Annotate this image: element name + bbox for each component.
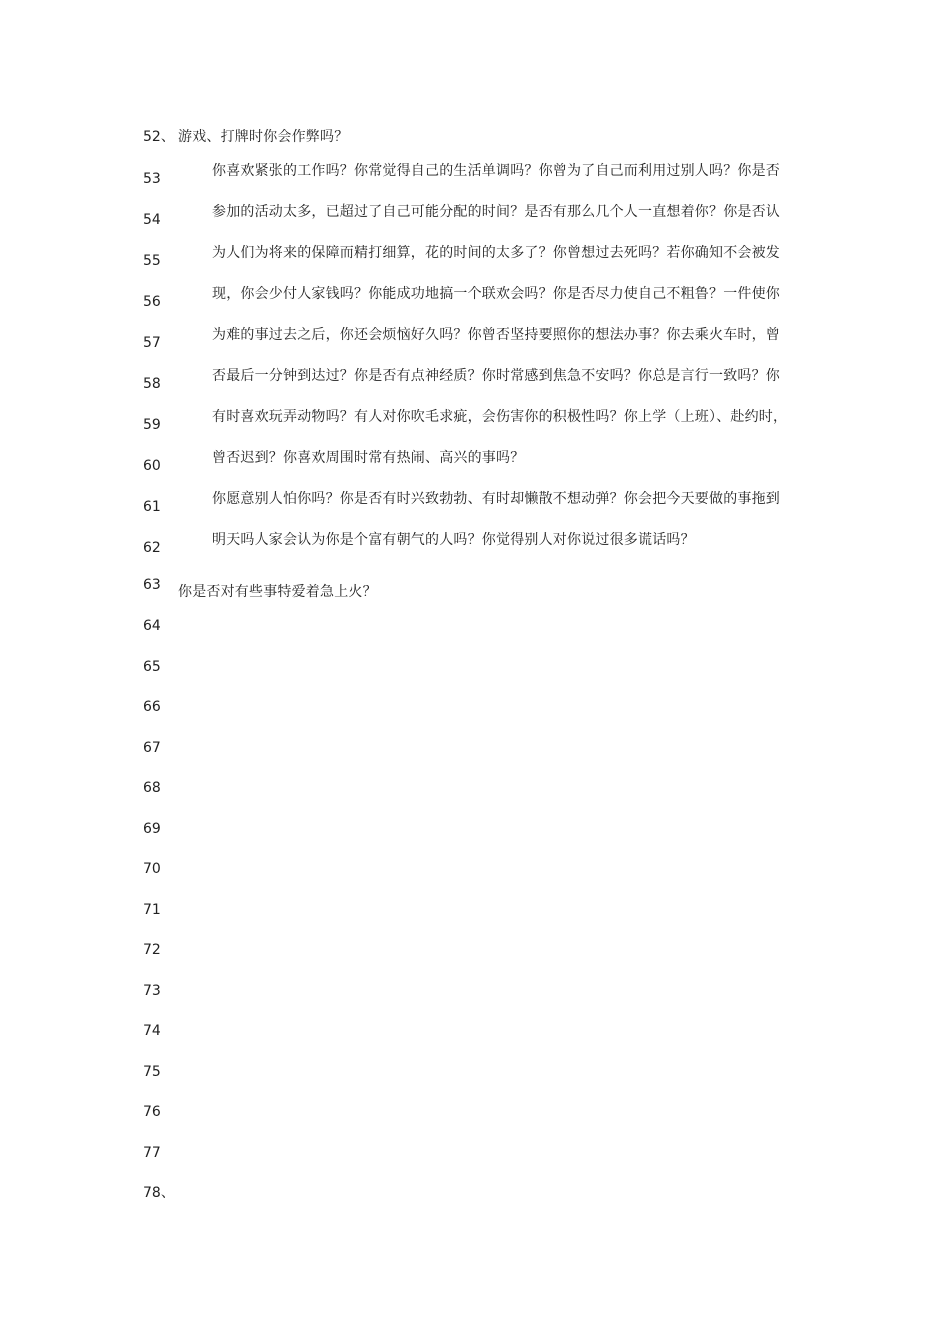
- question-line: [0, 1181, 950, 1205]
- question-text: 明天吗人家会认为你是个富有朝气的人吗？你觉得别人对你说过很多谎话吗？: [212, 532, 695, 548]
- question-line: [0, 323, 950, 351]
- question-line: [0, 857, 950, 881]
- line-number: 69: [143, 821, 161, 837]
- question-line: [0, 1100, 950, 1124]
- line-number: 78、: [143, 1185, 175, 1201]
- line-number: 74: [143, 1023, 161, 1039]
- line-number: 66: [143, 699, 161, 715]
- question-text: 游戏、打牌时你会作弊吗？: [178, 129, 349, 145]
- question-text: 你喜欢紧张的工作吗？你常觉得自己的生活单调吗？你曾为了自己而利用过别人吗？你是否: [212, 163, 780, 179]
- question-line: [0, 364, 950, 392]
- question-line: [0, 736, 950, 760]
- line-number: 67: [143, 740, 161, 756]
- question-line: [0, 938, 950, 962]
- line-number: 60: [143, 458, 161, 474]
- line-number: 73: [143, 983, 161, 999]
- question-line: [0, 125, 950, 149]
- question-line: [0, 776, 950, 800]
- question-line: [0, 159, 950, 187]
- line-number: 65: [143, 659, 161, 675]
- question-text: 参加的活动太多，已超过了自己可能分配的时间？是否有那么几个人一直想着你？你是否认: [212, 204, 780, 220]
- question-line: [0, 528, 950, 556]
- question-line: [0, 898, 950, 922]
- question-line: [0, 655, 950, 679]
- line-number: 57: [143, 335, 161, 351]
- line-number: 76: [143, 1104, 161, 1120]
- question-text: 你愿意别人怕你吗？你是否有时兴致勃勃、有时却懒散不想动弹？你会把今天要做的事拖到: [212, 491, 780, 507]
- line-number: 70: [143, 861, 161, 877]
- question-line: [0, 1141, 950, 1165]
- question-line: [0, 695, 950, 719]
- line-number: 55: [143, 253, 161, 269]
- question-text: 为人们为将来的保障而精打细算，花的时间的太多了？你曾想过去死吗？若你确知不会被发: [212, 245, 780, 261]
- line-number: 63: [143, 577, 161, 593]
- question-line: [0, 614, 950, 638]
- line-number: 71: [143, 902, 161, 918]
- question-line: [0, 446, 950, 474]
- line-number: 72: [143, 942, 161, 958]
- question-line: [0, 1060, 950, 1084]
- question-line: [0, 573, 950, 600]
- question-text: 曾否迟到？你喜欢周围时常有热闹、高兴的事吗？: [212, 450, 525, 466]
- line-number: 61: [143, 499, 161, 515]
- line-number: 64: [143, 618, 161, 634]
- line-number: 59: [143, 417, 161, 433]
- line-number: 62: [143, 540, 161, 556]
- question-line: [0, 487, 950, 515]
- question-line: [0, 817, 950, 841]
- line-number: 52、: [143, 129, 175, 145]
- question-line: [0, 241, 950, 269]
- line-number: 53: [143, 171, 161, 187]
- question-line: [0, 979, 950, 1003]
- question-text: 现，你会少付人家钱吗？你能成功地搞一个联欢会吗？你是否尽力使自己不粗鲁？一件使你: [212, 286, 780, 302]
- line-number: 56: [143, 294, 161, 310]
- line-number: 54: [143, 212, 161, 228]
- question-line: [0, 1019, 950, 1043]
- question-text: 为难的事过去之后，你还会烦恼好久吗？你曾否坚持要照你的想法办事？你去乘火车时，曾: [212, 327, 780, 343]
- question-text: 否最后一分钟到达过？你是否有点神经质？你时常感到焦急不安吗？你总是言行一致吗？你: [212, 368, 780, 384]
- question-line: [0, 282, 950, 310]
- line-number: 77: [143, 1145, 161, 1161]
- line-number: 68: [143, 780, 161, 796]
- question-line: [0, 200, 950, 228]
- line-number: 58: [143, 376, 161, 392]
- question-text: 你是否对有些事特爱着急上火？: [178, 584, 377, 600]
- question-line: [0, 405, 950, 433]
- question-text: 有时喜欢玩弄动物吗？有人对你吹毛求疵，会伤害你的积极性吗？你上学（上班）、赴约时，: [212, 409, 788, 425]
- line-number: 75: [143, 1064, 161, 1080]
